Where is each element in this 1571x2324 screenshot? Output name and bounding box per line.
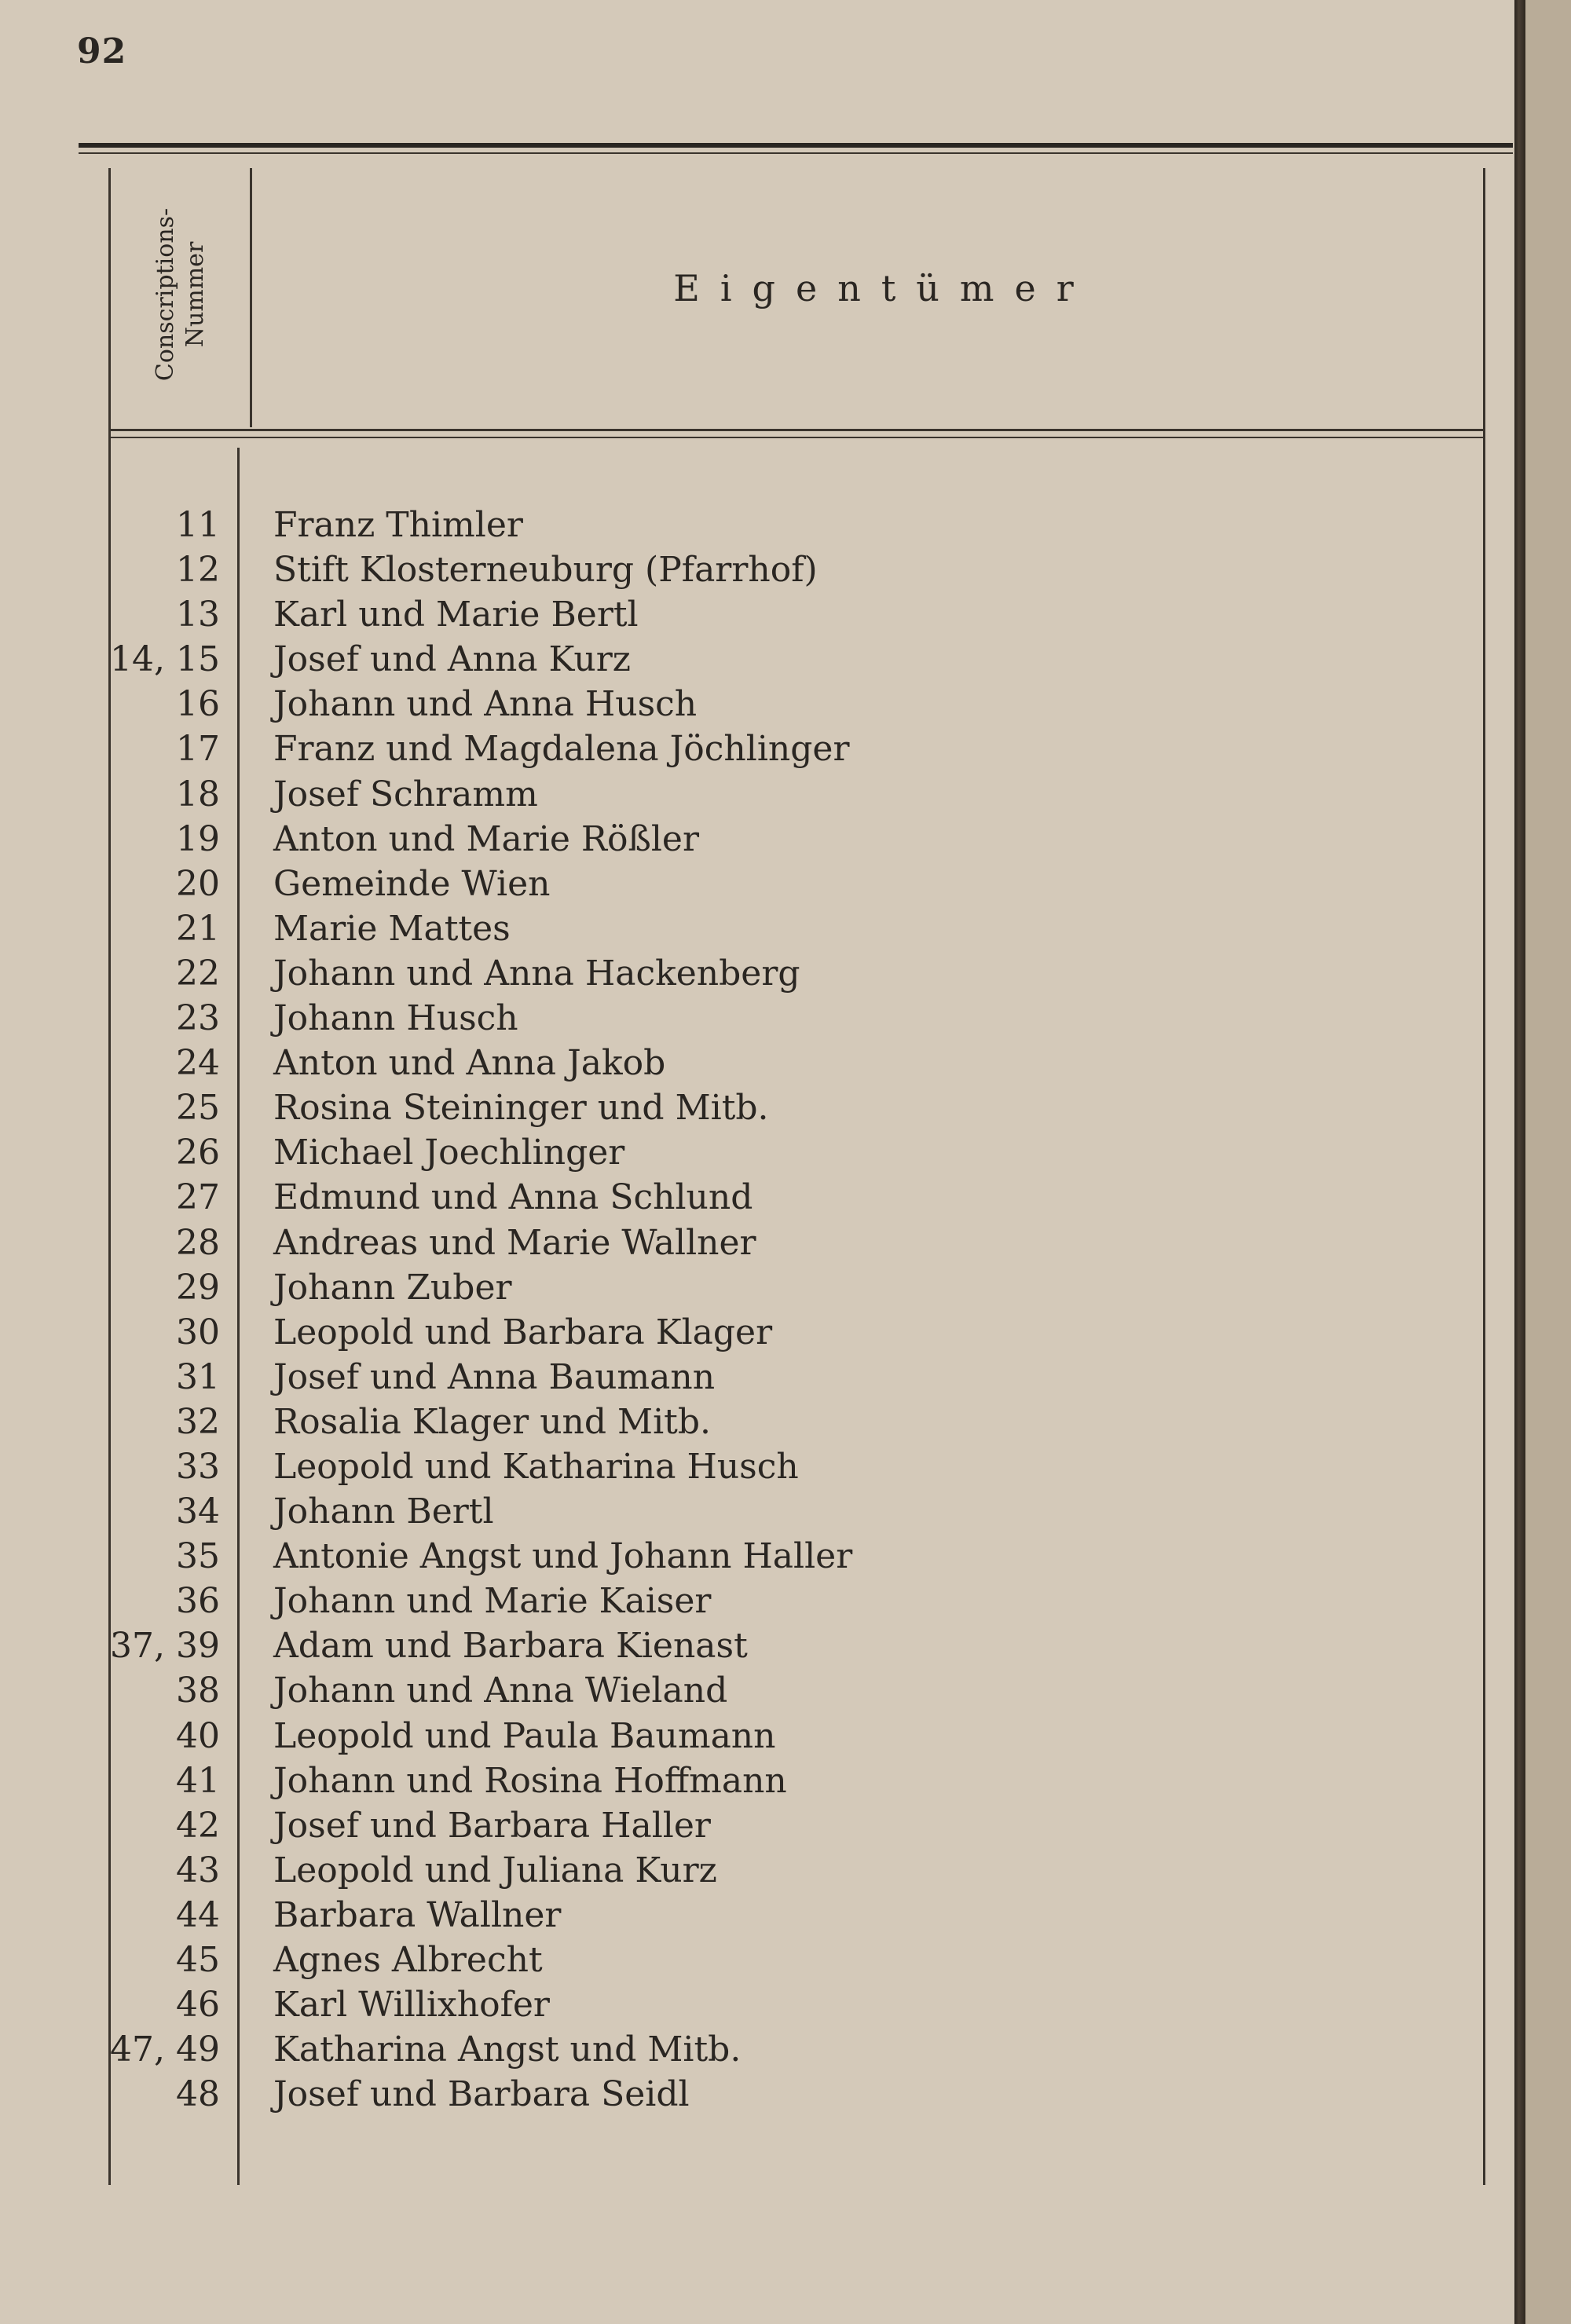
table-row — [0, 592, 1516, 637]
owner-name: Katharina Angst und Mitb. — [273, 2029, 742, 2070]
header-bottom-rule-thin — [108, 437, 1485, 438]
owner-name: Agnes Albrecht — [273, 1940, 543, 1980]
owner-name: Rosina Steininger und Mitb. — [273, 1088, 769, 1129]
conscription-number: 44 — [176, 1894, 220, 1935]
owner-name: Josef und Barbara Seidl — [273, 2074, 690, 2115]
table-row — [0, 1085, 1516, 1130]
owner-name: Andreas und Marie Wallner — [273, 1222, 756, 1263]
owner-name: Josef Schramm — [273, 774, 538, 814]
table-row — [0, 726, 1516, 771]
owner-name: Leopold und Juliana Kurz — [273, 1850, 717, 1890]
table-row — [0, 817, 1516, 862]
owner-name: Karl Willixhofer — [273, 1985, 550, 2026]
conscription-number: 30 — [176, 1312, 220, 1352]
owner-name: Josef und Anna Kurz — [273, 639, 631, 680]
top-rule-thin — [79, 152, 1513, 154]
conscription-number: 47, 49 — [110, 2029, 220, 2070]
table-row — [0, 1400, 1516, 1444]
owner-name: Antonie Angst und Johann Haller — [273, 1536, 853, 1577]
owner-name: Johann und Anna Hackenberg — [273, 953, 800, 994]
conscription-number: 45 — [176, 1940, 220, 1980]
conscription-number: 34 — [176, 1491, 220, 1532]
table-row — [0, 1759, 1516, 1803]
conscription-header-line1: Conscriptions- — [152, 207, 179, 382]
conscription-number: 27 — [176, 1177, 220, 1218]
owner-name: Rosalia Klager und Mitb. — [273, 1401, 711, 1442]
conscription-number: 20 — [176, 863, 220, 904]
conscription-number: 12 — [176, 550, 220, 591]
owner-name: Johann und Anna Husch — [273, 684, 698, 725]
table-row — [0, 1803, 1516, 1848]
table-row — [0, 1623, 1516, 1668]
table-row — [0, 772, 1516, 817]
owner-name: Josef und Barbara Haller — [273, 1805, 711, 1846]
owner-name: Leopold und Katharina Husch — [273, 1446, 799, 1487]
owner-name: Michael Joechlinger — [273, 1133, 625, 1173]
conscription-number: 22 — [176, 953, 220, 994]
table-row — [0, 1355, 1516, 1400]
owner-name: Stift Klosterneuburg (Pfarrhof) — [273, 550, 818, 591]
table-row — [0, 547, 1516, 592]
table-row — [0, 1175, 1516, 1220]
owner-name: Johann Zuber — [273, 1267, 512, 1308]
owner-list — [0, 503, 1516, 2117]
table-row — [0, 637, 1516, 682]
page-binding-edge — [1514, 0, 1525, 2324]
conscription-number: 17 — [176, 729, 220, 770]
conscription-number: 23 — [176, 998, 220, 1039]
owner-name: Johann Bertl — [273, 1491, 494, 1532]
table-row — [0, 1489, 1516, 1534]
owner-name: Gemeinde Wien — [273, 863, 551, 904]
table-row — [0, 1893, 1516, 1938]
conscription-number: 46 — [176, 1985, 220, 2026]
table-row — [0, 996, 1516, 1041]
header-bottom-rule — [108, 429, 1485, 431]
page-number: 92 — [77, 31, 127, 71]
table-row — [0, 1534, 1516, 1579]
table-row — [0, 1265, 1516, 1310]
table-row — [0, 862, 1516, 906]
table-row — [0, 1041, 1516, 1085]
table-row — [0, 1982, 1516, 2027]
conscription-number: 21 — [176, 908, 220, 949]
owner-name: Johann Husch — [273, 998, 518, 1039]
owner-name: Karl und Marie Bertl — [273, 595, 639, 635]
owner-name: Anton und Anna Jakob — [273, 1043, 666, 1084]
conscription-number: 36 — [176, 1581, 220, 1622]
conscription-number: 38 — [176, 1671, 220, 1711]
conscription-number: 16 — [176, 684, 220, 725]
table-row — [0, 1310, 1516, 1355]
adjacent-page — [1525, 0, 1571, 2324]
conscription-number: 35 — [176, 1536, 220, 1577]
table-row — [0, 1938, 1516, 1982]
table-row — [0, 1668, 1516, 1713]
conscription-header-line2: Nummer — [181, 241, 209, 348]
owner-name: Edmund und Anna Schlund — [273, 1177, 753, 1218]
table-row — [0, 2072, 1516, 2117]
conscription-number: 18 — [176, 774, 220, 814]
table-row — [0, 2027, 1516, 2072]
owner-name: Johann und Rosina Hoffmann — [273, 1760, 787, 1801]
owner-name: Marie Mattes — [273, 908, 511, 949]
conscription-number-header — [110, 165, 251, 424]
top-rule — [79, 143, 1513, 148]
conscription-number: 31 — [176, 1356, 220, 1397]
owner-name: Barbara Wallner — [273, 1894, 562, 1935]
table-row — [0, 682, 1516, 726]
owner-name: Johann und Marie Kaiser — [273, 1581, 712, 1622]
table-row — [0, 503, 1516, 547]
conscription-number: 33 — [176, 1446, 220, 1487]
owner-name: Leopold und Barbara Klager — [273, 1312, 773, 1352]
owner-name: Franz Thimler — [273, 505, 523, 545]
table-row — [0, 1221, 1516, 1265]
owner-column-header: Eigentümer — [673, 267, 1094, 309]
table-row — [0, 906, 1516, 951]
conscription-number: 48 — [176, 2074, 220, 2115]
conscription-number: 28 — [176, 1222, 220, 1263]
owner-name: Anton und Marie Rößler — [273, 818, 700, 859]
conscription-number: 42 — [176, 1805, 220, 1846]
conscription-number: 40 — [176, 1715, 220, 1756]
conscription-number: 14, 15 — [110, 639, 220, 680]
owner-name: Adam und Barbara Kienast — [273, 1626, 748, 1667]
conscription-number: 43 — [176, 1850, 220, 1890]
conscription-number: 37, 39 — [110, 1626, 220, 1667]
table-row — [0, 1130, 1516, 1175]
conscription-number: 29 — [176, 1267, 220, 1308]
table-row — [0, 1444, 1516, 1489]
conscription-number: 24 — [176, 1043, 220, 1084]
conscription-number: 26 — [176, 1133, 220, 1173]
conscription-number: 19 — [176, 818, 220, 859]
table-row — [0, 1714, 1516, 1759]
owner-name: Leopold und Paula Baumann — [273, 1715, 776, 1756]
owner-name: Franz und Magdalena Jöchlinger — [273, 729, 850, 770]
conscription-number: 13 — [176, 595, 220, 635]
conscription-number: 25 — [176, 1088, 220, 1129]
owner-name: Josef und Anna Baumann — [273, 1356, 716, 1397]
conscription-number: 32 — [176, 1401, 220, 1442]
table-row — [0, 951, 1516, 996]
owner-name: Johann und Anna Wieland — [273, 1671, 728, 1711]
conscription-number: 11 — [176, 505, 220, 545]
table-row — [0, 1579, 1516, 1623]
conscription-number: 41 — [176, 1760, 220, 1801]
table-row — [0, 1848, 1516, 1893]
